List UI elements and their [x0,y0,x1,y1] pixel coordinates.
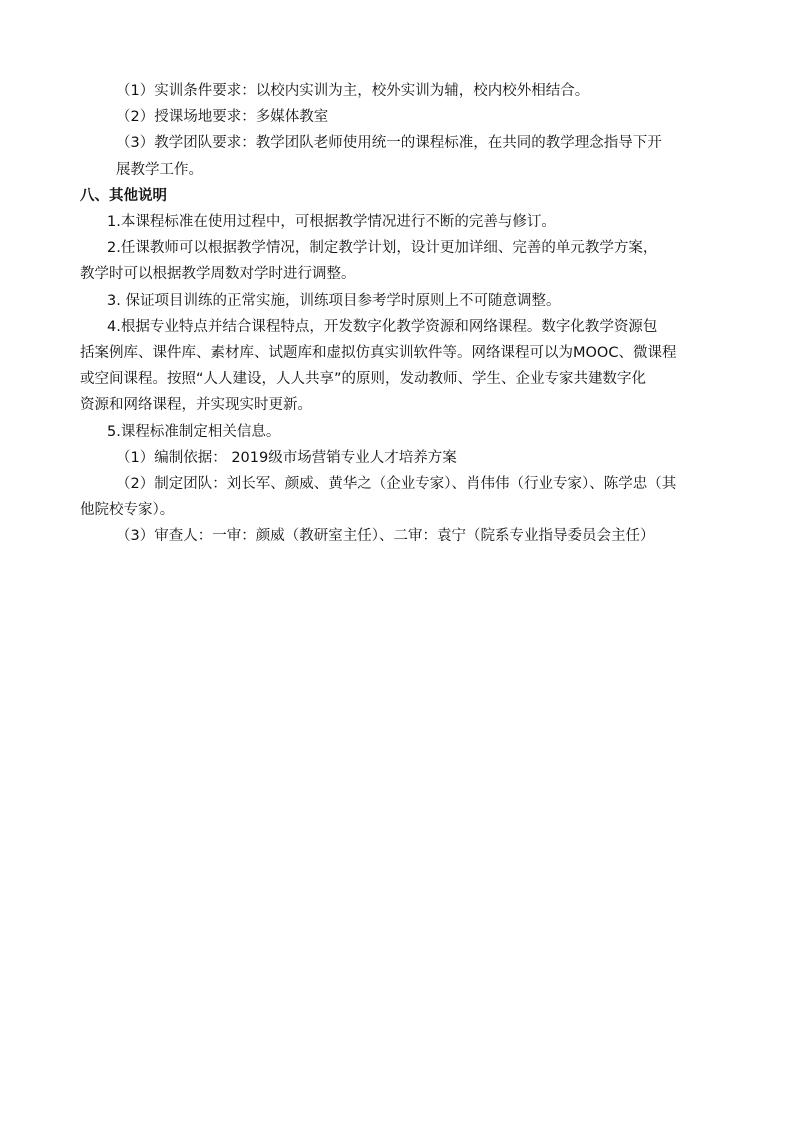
requirement-training-conditions: （1）实训条件要求：以校内实训为主，校外实训为辅，校内校外相结合。 [116,83,590,99]
note-item-2-continued: 教学时可以根据教学周数对学时进行调整。 [80,266,356,283]
note-sub-item-3: （3）审查人：一审：颜威（教研室主任）、二审：袁宁（院系专业指导委员会主任） [116,528,655,545]
note-item-4: 4.根据专业特点并结合课程特点，开发数字化教学资源和网络课程。数字化教学资源包 [107,318,658,335]
requirement-team: （3）教学团队要求：教学团队老师使用统一的课程标准，在共同的教学理念指导下开 [116,135,662,152]
note-item-4-line-4: 资源和网络课程，并实现实时更新。 [80,397,312,414]
note-sub-item-1: （1）编制依据： 2019级市场营销专业人才培养方案 [116,449,457,466]
note-item-3: 3. 保证项目训练的正常实施，训练项目参考学时原则上不可随意调整。 [107,292,561,309]
note-item-4-line-3: 或空间课程。按照“人人建设，人人共享”的原则，发动教师、学生、企业专家共建数字化 [80,371,647,388]
note-item-1: 1.本课程标准在使用过程中，可根据教学情况进行不断的完善与修订。 [107,214,556,231]
note-item-2: 2.任课教师可以根据教学情况，制定教学计划，设计更加详细、完善的单元教学方案， [107,240,658,257]
note-item-4-line-2: 括案例库、课件库、素材库、试题库和虚拟仿真实训软件等。网络课程可以为MOOC、微课程 [80,345,677,362]
section-heading-other-notes: 八、其他说明 [80,187,167,204]
document-page [80,78,720,550]
requirement-team-continued: 展教学工作。 [116,161,203,178]
note-sub-item-2-continued: 他院校专家）。 [80,502,175,519]
note-sub-item-2: （2）制定团队：刘长军、颜威、黄华之（企业专家）、肖伟伟（行业专家）、陈学忠（其 [116,476,677,493]
note-item-5: 5.课程标准制定相关信息。 [107,423,281,440]
requirement-classroom: （2）授课场地要求：多媒体教室 [116,109,329,126]
